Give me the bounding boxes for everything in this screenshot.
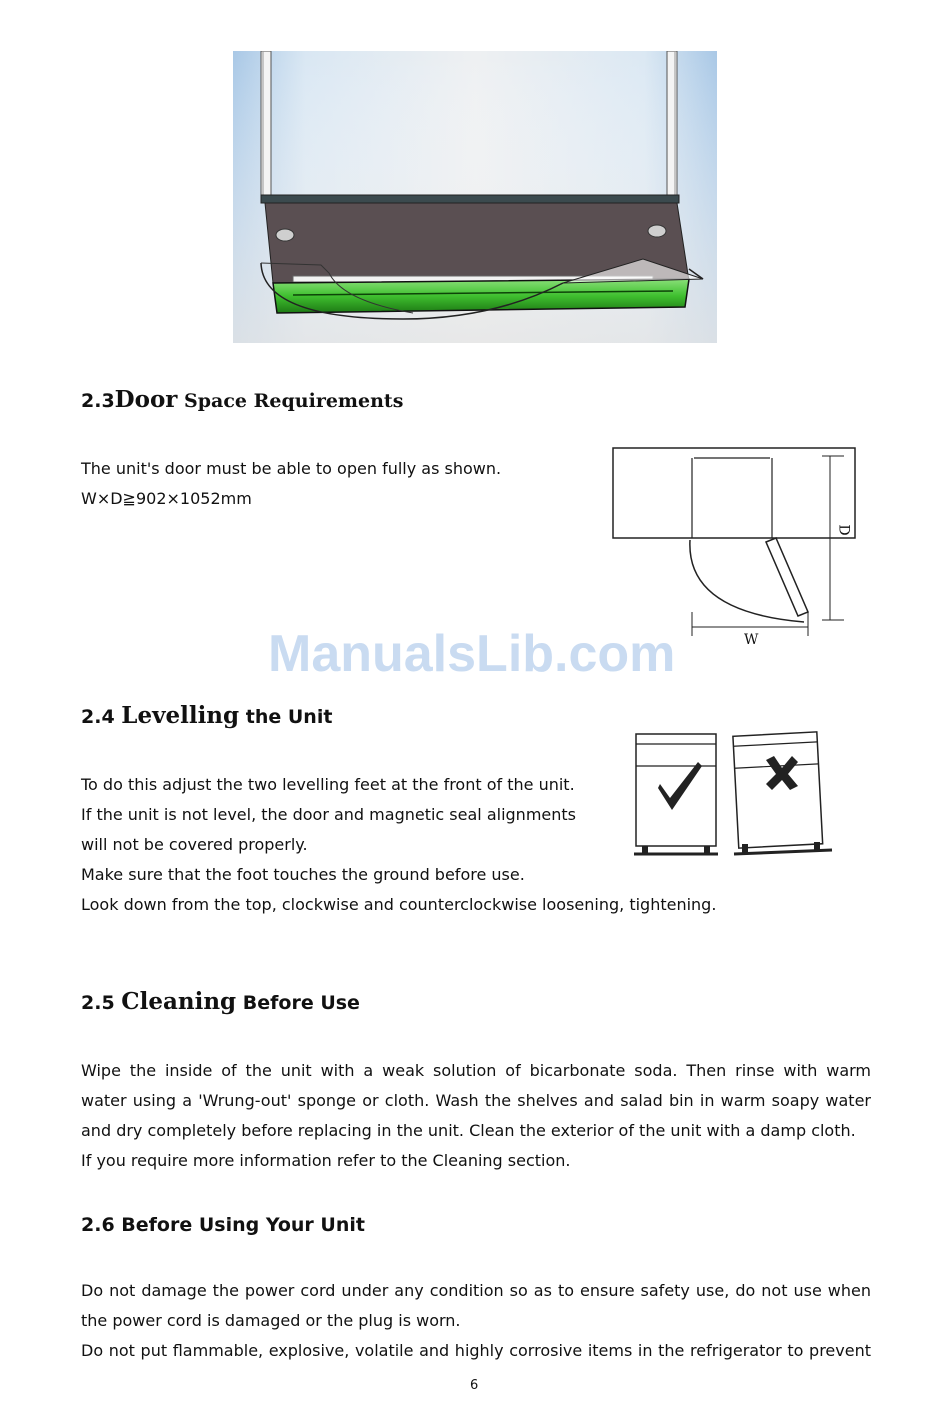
cleaning-text [81,1056,871,1176]
text-line: water using a 'Wrung-out' sponge or cloth. Wash the shelves and salad bin in warm soapy water [81,1091,871,1110]
section-heading-before-use: 2.6 Before Using Your Unit [81,1214,365,1236]
text-line: and dry completely before replacing in the unit. Clean the exterior of the unit with a damp cloth. [81,1121,856,1140]
heading-number: 2.5 [81,992,115,1014]
text-line: will not be covered properly. [81,835,308,854]
heading-number: 2.4 [81,706,115,728]
heading-keyword: Levelling [121,702,240,729]
dimension-label-w: W [744,632,759,648]
heading-rest: Space Requirements [184,390,404,412]
levelling-text [81,770,716,920]
text-line: If you require more information refer to the Cleaning section. [81,1151,571,1170]
text-line: the power cord is damaged or the plug is worn. [81,1311,461,1330]
dimension-label-d: D [835,524,852,536]
door-space-diagram [608,444,864,654]
unit-base-illustration [233,51,717,343]
section-heading-cleaning [81,988,360,1015]
text-line: If the unit is not level, the door and magnetic seal alignments [81,805,576,824]
heading-number: 2.3 [81,390,115,412]
door-text [81,454,501,514]
text-line: To do this adjust the two levelling feet at the front of the unit. [81,775,575,794]
text-line: Do not damage the power cord under any condition so as to ensure safety use, do not use when [81,1281,871,1300]
text-line: Make sure that the foot touches the ground before use. [81,865,525,884]
text-line: Wipe the inside of the unit with a weak solution of bicarbonate soda. Then rinse with warm [81,1061,871,1080]
text-line: Look down from the top, clockwise and counterclockwise loosening, tightening. [81,895,717,914]
heading-rest: Before Use [242,992,360,1014]
section-heading-door [81,386,403,413]
watermark: ManualsLib.com [268,625,676,683]
heading-keyword: Door [114,386,178,413]
section-heading-levelling [81,702,332,729]
heading-rest: the Unit [245,706,333,728]
text-line: W×D≧902×1052mm [81,489,252,508]
heading-keyword: Cleaning [121,988,237,1015]
levelling-diagram [630,726,834,862]
text-line: The unit's door must be able to open fully as shown. [81,459,502,478]
before-use-text [81,1276,871,1366]
page-number: 6 [470,1378,479,1393]
text-line: Do not put flammable, explosive, volatile and highly corrosive items in the refrigerator to prevent [81,1341,871,1360]
